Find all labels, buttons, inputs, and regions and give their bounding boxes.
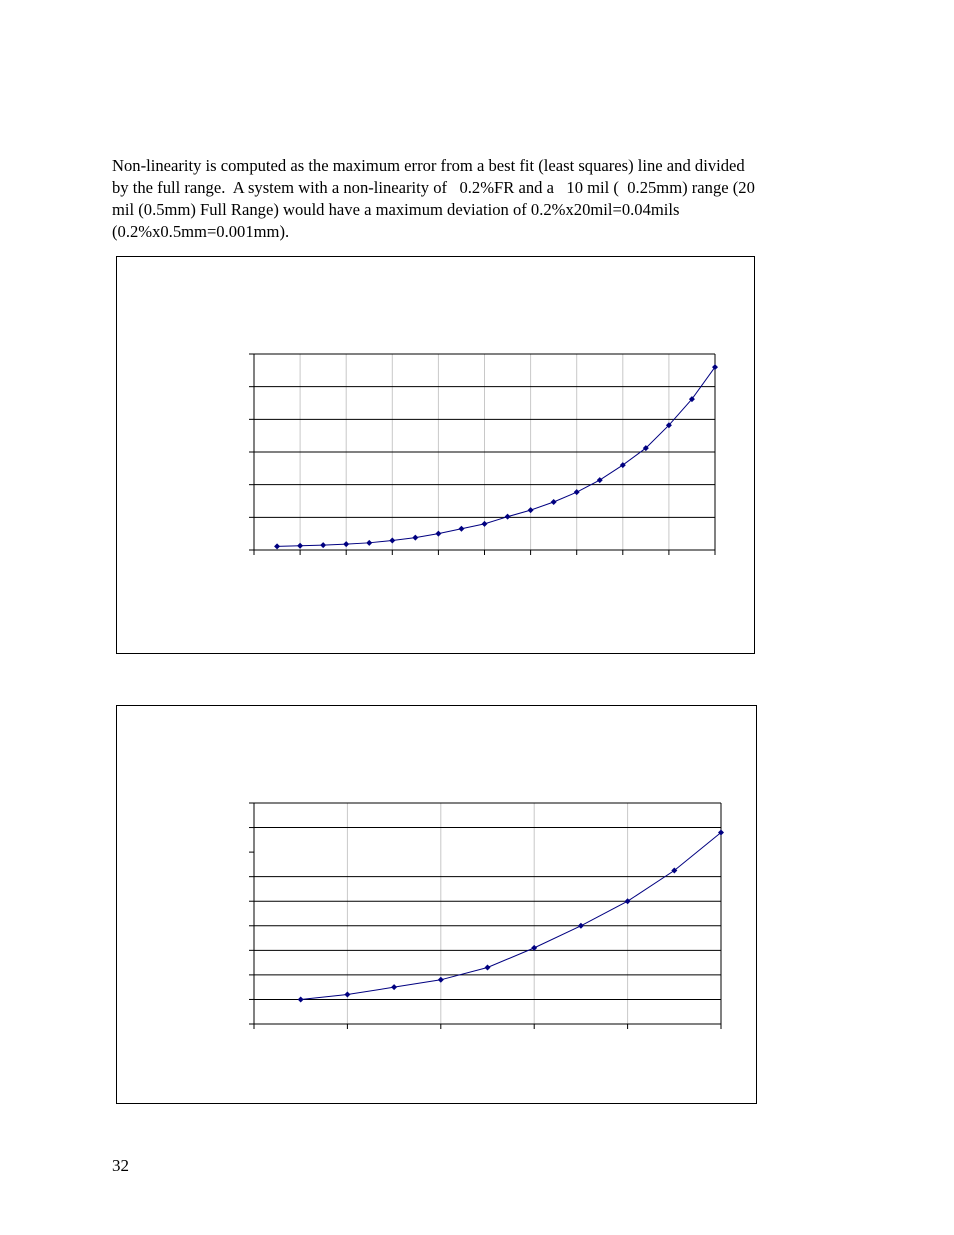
data-point xyxy=(391,984,397,990)
chart-2-svg xyxy=(117,706,758,1105)
chart-1-svg xyxy=(117,257,756,655)
data-point xyxy=(482,521,488,527)
data-point xyxy=(551,499,557,505)
data-point xyxy=(389,538,395,544)
data-point xyxy=(320,542,326,548)
data-point xyxy=(574,489,580,495)
data-point xyxy=(343,541,349,547)
data-point xyxy=(528,507,534,513)
data-point xyxy=(298,996,304,1002)
data-point xyxy=(438,977,444,983)
data-point xyxy=(344,992,350,998)
body-paragraph xyxy=(112,155,852,243)
data-point xyxy=(505,514,511,520)
data-point xyxy=(485,965,491,971)
data-point xyxy=(458,526,464,532)
paragraph-line: Non-linearity is computed as the maximum error from a best fit (least squares) line and divided xyxy=(112,156,745,175)
data-point xyxy=(578,923,584,929)
data-point xyxy=(435,531,441,537)
page-number: 32 xyxy=(112,1156,129,1175)
chart-1 xyxy=(116,256,755,654)
paragraph-line: mil (0.5mm) Full Range) would have a maximum deviation of 0.2%x20mil=0.04mils xyxy=(112,200,680,219)
data-point xyxy=(297,543,303,549)
chart-2 xyxy=(116,705,757,1104)
data-point xyxy=(597,477,603,483)
data-point xyxy=(412,535,418,541)
paragraph-line: (0.2%x0.5mm=0.001mm). xyxy=(112,222,290,241)
data-point xyxy=(366,540,372,546)
data-point xyxy=(625,898,631,904)
series-line xyxy=(277,367,715,546)
paragraph-line: by the full range. A system with a non-linearity of 0.2%FR and a 10 mil ( 0.25mm) range (20 xyxy=(112,178,755,197)
data-point xyxy=(274,543,280,549)
